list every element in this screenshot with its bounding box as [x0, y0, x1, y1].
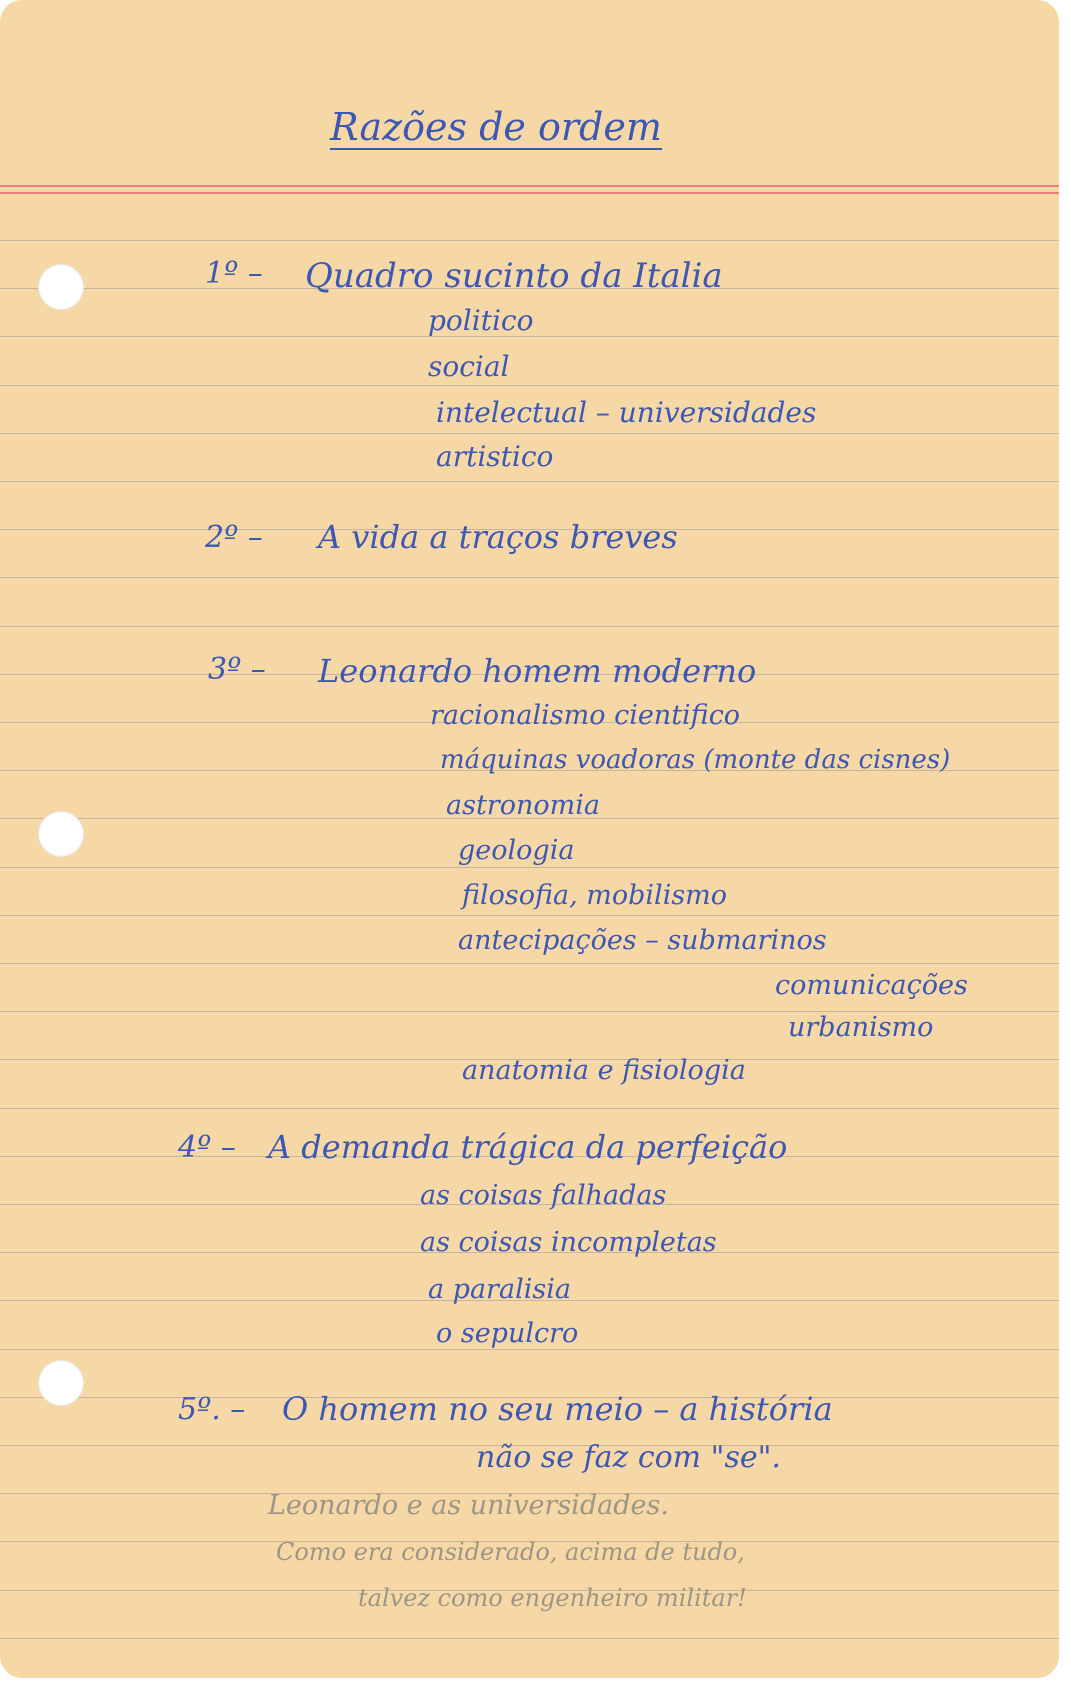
- section-3-label: 3º –: [208, 652, 266, 687]
- ruled-line: [0, 915, 1059, 916]
- ruled-line: [0, 240, 1059, 241]
- section-4-item: as coisas incompletas: [420, 1227, 717, 1258]
- section-4-label: 4º –: [178, 1130, 236, 1165]
- section-3-item: astronomia: [446, 790, 600, 821]
- pencil-note-line: Leonardo e as universidades.: [268, 1490, 669, 1521]
- binder-hole: [38, 1360, 84, 1406]
- ruled-line: [0, 626, 1059, 627]
- section-4-item: a paralisia: [428, 1274, 571, 1305]
- ruled-line: [0, 385, 1059, 386]
- ruled-line: [0, 481, 1059, 482]
- section-4-heading: A demanda trágica da perfeição: [268, 1128, 788, 1166]
- ruled-line: [0, 867, 1059, 868]
- section-3-heading: Leonardo homem moderno: [318, 652, 757, 690]
- ruled-line: [0, 963, 1059, 964]
- pencil-note-line: talvez como engenheiro militar!: [358, 1584, 747, 1612]
- ruled-line: [0, 1638, 1059, 1639]
- ruled-line: [0, 1349, 1059, 1350]
- section-2-heading: A vida a traços breves: [318, 518, 678, 556]
- section-1-item: artistico: [436, 440, 554, 473]
- section-3-item: comunicações: [775, 970, 968, 1001]
- ruled-line: [0, 1108, 1059, 1109]
- section-5-heading: O homem no seu meio – a história: [282, 1390, 833, 1428]
- binder-hole: [38, 264, 84, 310]
- section-1-item: politico: [428, 304, 534, 337]
- section-2-label: 2º –: [205, 520, 263, 555]
- section-3-item: antecipações – submarinos: [458, 925, 827, 956]
- section-3-item: máquinas voadoras (monte das cisnes): [440, 745, 951, 775]
- section-3-item: urbanismo: [788, 1012, 934, 1043]
- section-5-label: 5º. –: [178, 1392, 246, 1427]
- section-1-item: intelectual – universidades: [436, 396, 817, 429]
- section-3-item: filosofia, mobilismo: [462, 880, 728, 911]
- margin-red-line: [0, 185, 1059, 187]
- pencil-note-line: Como era considerado, acima de tudo,: [276, 1538, 745, 1566]
- section-4-item: as coisas falhadas: [420, 1180, 667, 1211]
- section-1-label: 1º –: [205, 256, 263, 291]
- ruled-line: [0, 577, 1059, 578]
- section-4-item: o sepulcro: [436, 1318, 579, 1349]
- section-1-heading: Quadro sucinto da Italia: [305, 256, 723, 296]
- section-5-continuation: não se faz com "se".: [476, 1440, 781, 1475]
- binder-hole: [38, 811, 84, 857]
- section-3-item: anatomia e fisiologia: [462, 1055, 746, 1086]
- margin-red-line: [0, 192, 1059, 194]
- section-1-item: social: [428, 350, 510, 383]
- ruled-line: [0, 433, 1059, 434]
- section-3-item: geologia: [458, 835, 575, 866]
- section-3-item: racionalismo cientifico: [430, 700, 741, 731]
- page-title: Razões de ordem: [330, 105, 662, 149]
